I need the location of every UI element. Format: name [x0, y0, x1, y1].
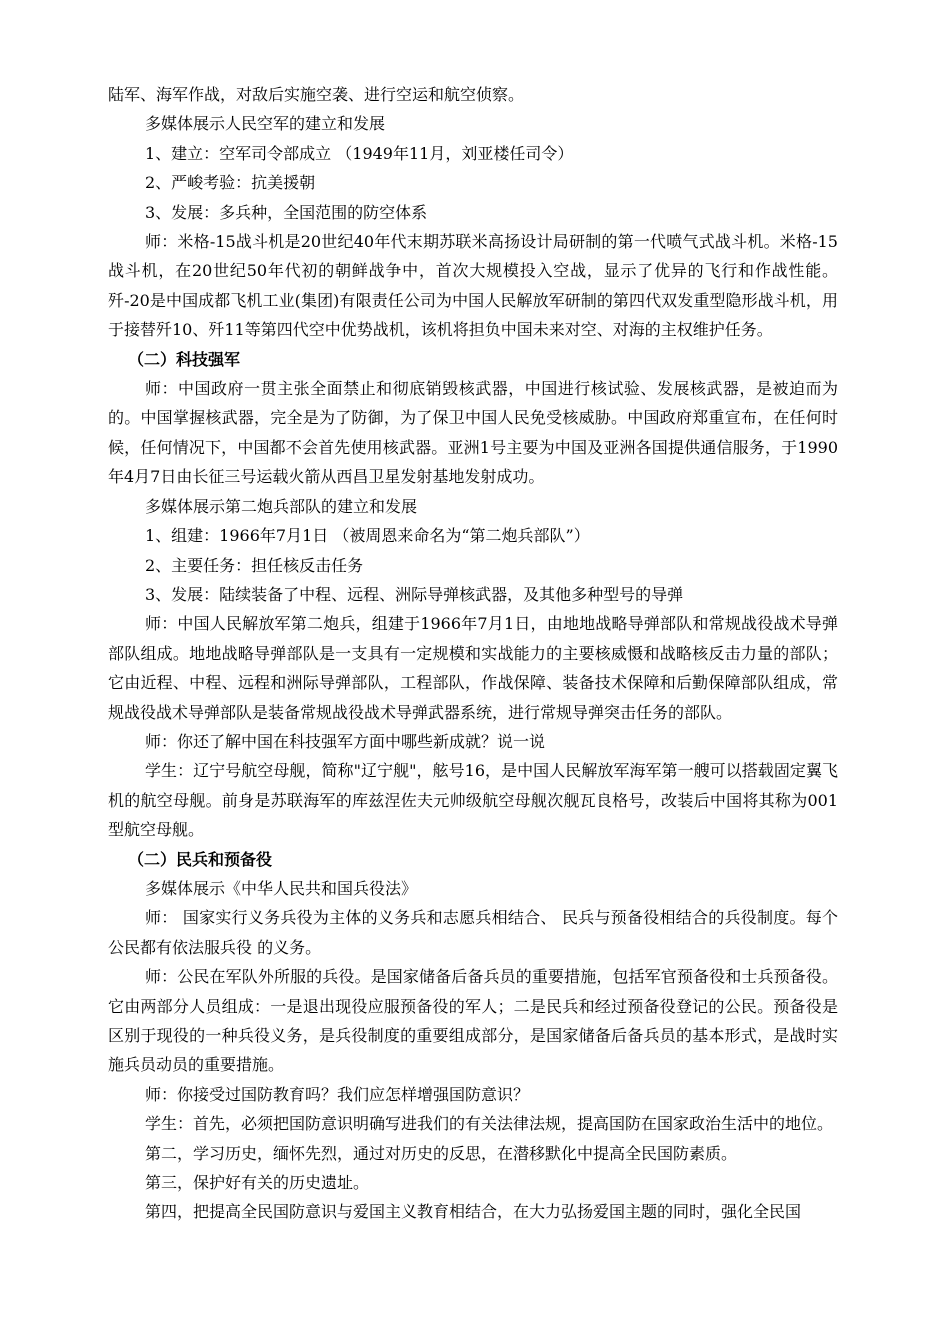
paragraph: 师：你接受过国防教育吗？我们应怎样增强国防意识？: [145, 1084, 530, 1104]
paragraph: 师：米格-15战斗机是20世纪40年代末期苏联米高扬设计局研制的第一代喷气式战斗机。米格-15战斗机，在20世纪50年代初的朝鲜战争中，首次大规模投入空战，显示了优异的飞行和作战性能。歼-20是中国成都飞机工业(集团)有限责任公司为中国人民解放军研制的第四代双发重型隐形战斗机，用于接替歼10、歼11等第四代空中优势战机，该机将担负中国未来对空、对海的主权维护任务。: [108, 232, 838, 340]
paragraph: 师：中国政府一贯主张全面禁止和彻底销毁核武器，中国进行核试验、发展核武器，是被迫而为的。中国掌握核武器，完全是为了防御，为了保卫中国人民免受核威胁。中国政府郑重宣布，在任何时候，任何情况下，中国都不会首先使用核武器。亚洲1号主要为中国及亚洲各国提供通信服务，于1990年4月7日由长征三号运载火箭从西昌卫星发射基地发射成功。: [108, 379, 838, 487]
paragraph: 师：中国人民解放军第二炮兵，组建于1966年7月1日，由地地战略导弹部队和常规战役战术导弹部队组成。地地战略导弹部队是一支具有一定规模和实战能力的主要核威慑和战略核反击力量的部队；它由近程、中程、远程和洲际导弹部队，工程部队，作战保障、装备技术保障和后勤保障部队组成，常规战役战术导弹部队是装备常规战役战术导弹武器系统，进行常规导弹突击任务的部队。: [108, 614, 838, 722]
paragraph: 第二，学习历史，缅怀先烈，通过对历史的反思，在潜移默化中提高全民国防素质。: [145, 1143, 738, 1163]
paragraph: 多媒体展示第二炮兵部队的建立和发展: [145, 496, 418, 516]
list-item: 2、严峻考验：抗美援朝: [145, 173, 316, 193]
section-heading: （二）科技强军: [128, 349, 241, 369]
paragraph: 多媒体展示《中华人民共和国兵役法》: [145, 878, 418, 898]
list-item: 2、主要任务：担任核反击任务: [145, 555, 364, 575]
paragraph: 多媒体展示人民空军的建立和发展: [145, 114, 386, 134]
list-item: 3、发展：多兵种，全国范围的防空体系: [145, 202, 428, 222]
paragraph: 陆军、海军作战，对敌后实施空袭、进行空运和航空侦察。: [108, 85, 525, 104]
section-heading: （二）民兵和预备役: [128, 849, 273, 869]
paragraph: 学生：辽宁号航空母舰，简称"辽宁舰"，舷号16，是中国人民解放军海军第一艘可以搭载固定翼飞机的航空母舰。前身是苏联海军的库兹涅佐夫元帅级航空母舰次舰瓦良格号，改装后中国将其称为001型航空母舰。: [108, 761, 838, 840]
paragraph: 师：公民在军队外所服的兵役。是国家储备后备兵员的重要措施，包括军官预备役和士兵预备役。它由两部分人员组成：一是退出现役应服预备役的军人；二是民兵和经过预备役登记的公民。预备役是区别于现役的一种兵役义务，是兵役制度的重要组成部分，是国家储备后备兵员的基本形式，是战时实施兵员动员的重要措施。: [108, 967, 838, 1075]
paragraph: 第四，把提高全民国防意识与爱国主义教育相结合，在大力弘扬爱国主题的同时，强化全民国: [145, 1202, 802, 1222]
document-page: [108, 80, 838, 1227]
paragraph: 师：你还了解中国在科技强军方面中哪些新成就？说一说: [145, 731, 546, 751]
paragraph: 第三，保护好有关的历史遗址。: [145, 1173, 370, 1193]
list-item: 3、发展：陆续装备了中程、远程、洲际导弹核武器，及其他多种型号的导弹: [145, 584, 684, 604]
list-item: 1、建立：空军司令部成立 （1949年11月，刘亚楼任司令）: [145, 143, 574, 163]
list-item: 1、组建：1966年7月1日 （被周恩来命名为“第二炮兵部队”）: [145, 526, 590, 546]
paragraph: 师： 国家实行义务兵役为主体的义务兵和志愿兵相结合、 民兵与预备役相结合的兵役制度。每个公民都有依法服兵役 的义务。: [108, 908, 838, 957]
paragraph: 学生：首先，必须把国防意识明确写进我们的有关法律法规，提高国防在国家政治生活中的地位。: [145, 1114, 834, 1134]
